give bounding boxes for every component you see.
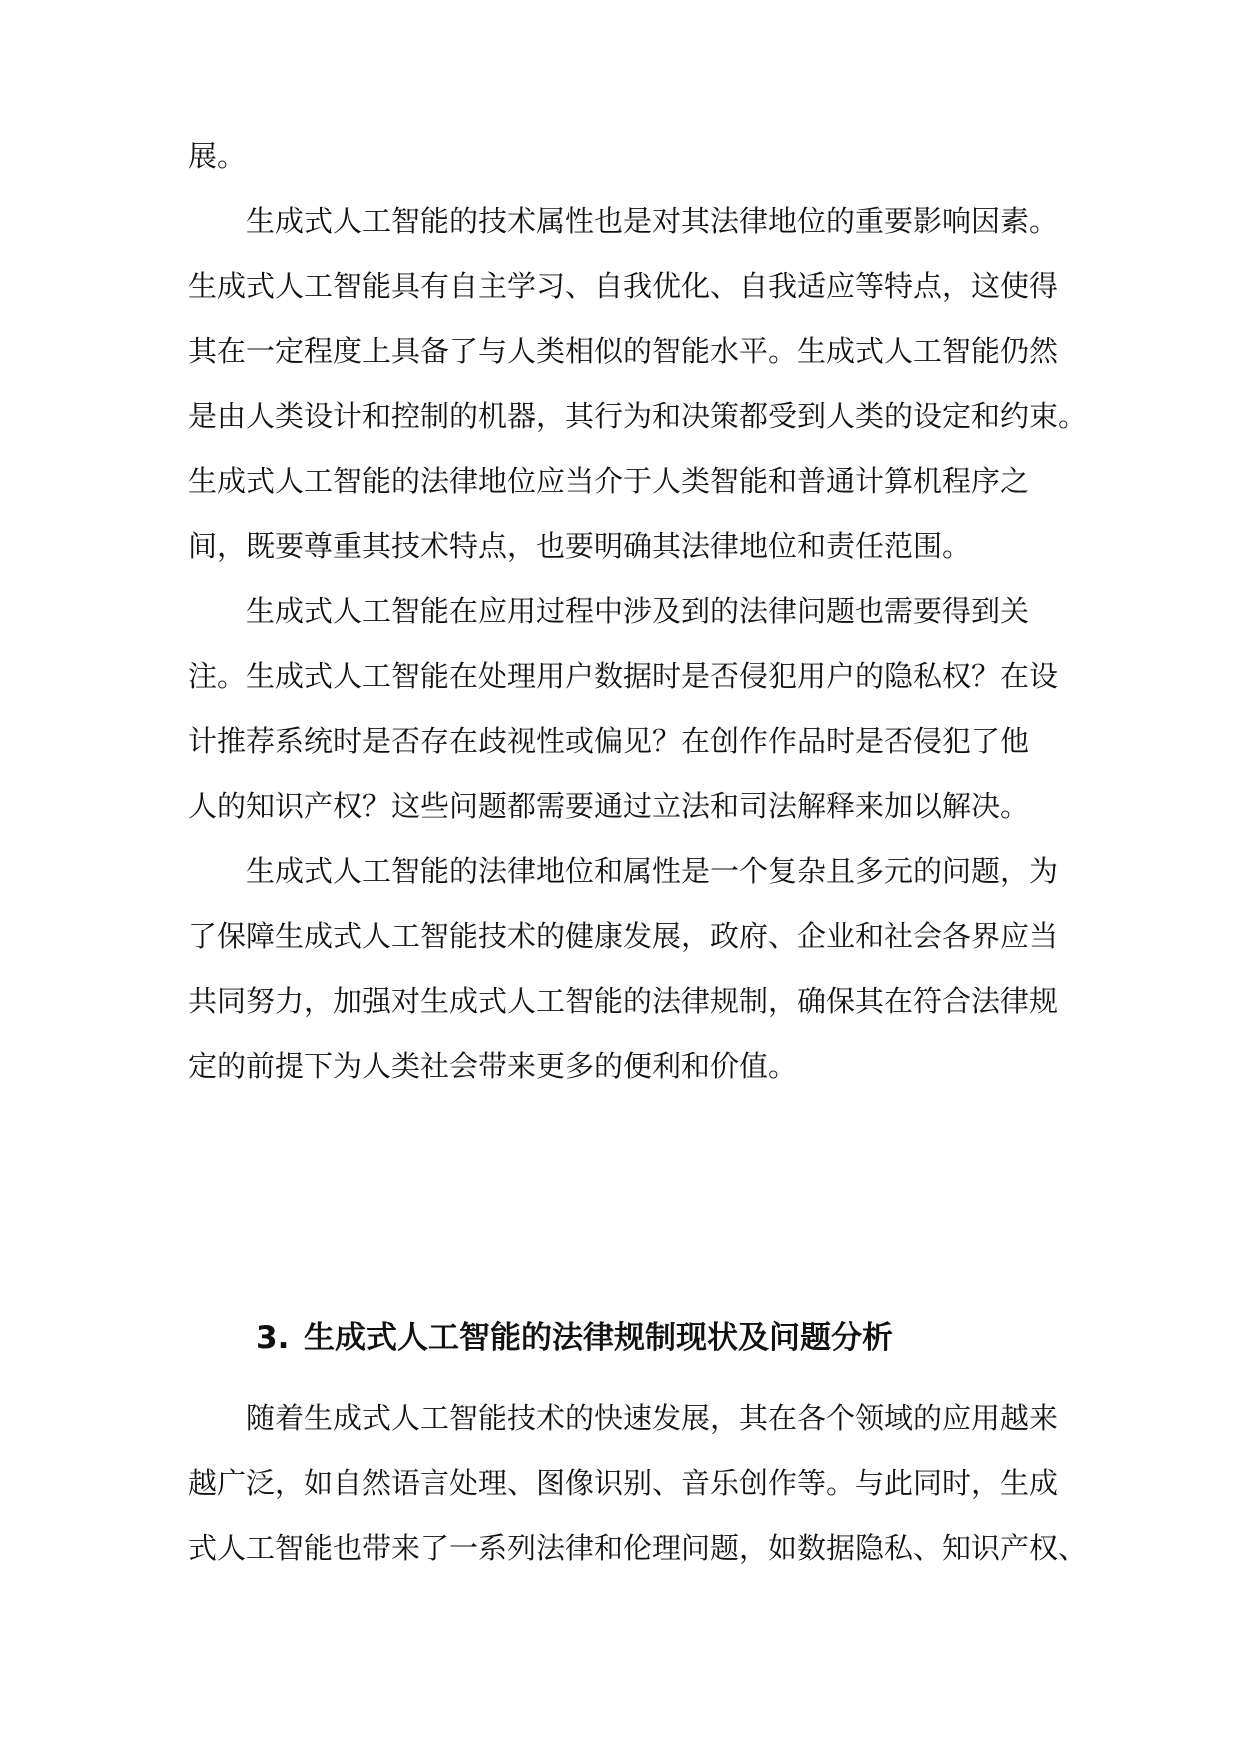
text-line: 生成式人工智能的法律地位应当介于人类智能和普通计算机程序之	[188, 464, 1030, 498]
text-line: 生成式人工智能的法律地位和属性是一个复杂且多元的问题，为	[246, 854, 1059, 888]
text-line: 定的前提下为人类社会带来更多的便利和价值。	[188, 1049, 798, 1083]
text-line: 展。	[188, 139, 247, 173]
text-line: 生成式人工智能具有自主学习、自我优化、自我适应等特点，这使得	[188, 269, 1059, 303]
section-number: 3.	[256, 1320, 290, 1356]
text-line: 其在一定程度上具备了与人类相似的智能水平。生成式人工智能仍然	[188, 334, 1059, 368]
text-line: 随着生成式人工智能技术的快速发展，其在各个领域的应用越来	[246, 1401, 1059, 1435]
text-line: 注。生成式人工智能在处理用户数据时是否侵犯用户的隐私权？在设	[188, 659, 1059, 693]
text-line: 是由人类设计和控制的机器，其行为和决策都受到人类的设定和约束。	[188, 399, 1088, 433]
text-line: 间，既要尊重其技术特点，也要明确其法律地位和责任范围。	[188, 529, 972, 563]
text-line: 人的知识产权？这些问题都需要通过立法和司法解释来加以解决。	[188, 789, 1030, 823]
text-line: 生成式人工智能在应用过程中涉及到的法律问题也需要得到关	[246, 594, 1030, 628]
text-line: 计推荐系统时是否存在歧视性或偏见？在创作作品时是否侵犯了他	[188, 724, 1030, 758]
text-line: 了保障生成式人工智能技术的健康发展，政府、企业和社会各界应当	[188, 919, 1059, 953]
section-title: 生成式人工智能的法律规制现状及问题分析	[304, 1320, 893, 1356]
text-line: 生成式人工智能的技术属性也是对其法律地位的重要影响因素。	[246, 204, 1059, 238]
text-line: 式人工智能也带来了一系列法律和伦理问题，如数据隐私、知识产权、	[188, 1531, 1088, 1565]
section-heading	[256, 1317, 893, 1359]
text-line: 共同努力，加强对生成式人工智能的法律规制，确保其在符合法律规	[188, 984, 1059, 1018]
text-line: 越广泛，如自然语言处理、图像识别、音乐创作等。与此同时，生成	[188, 1466, 1059, 1500]
